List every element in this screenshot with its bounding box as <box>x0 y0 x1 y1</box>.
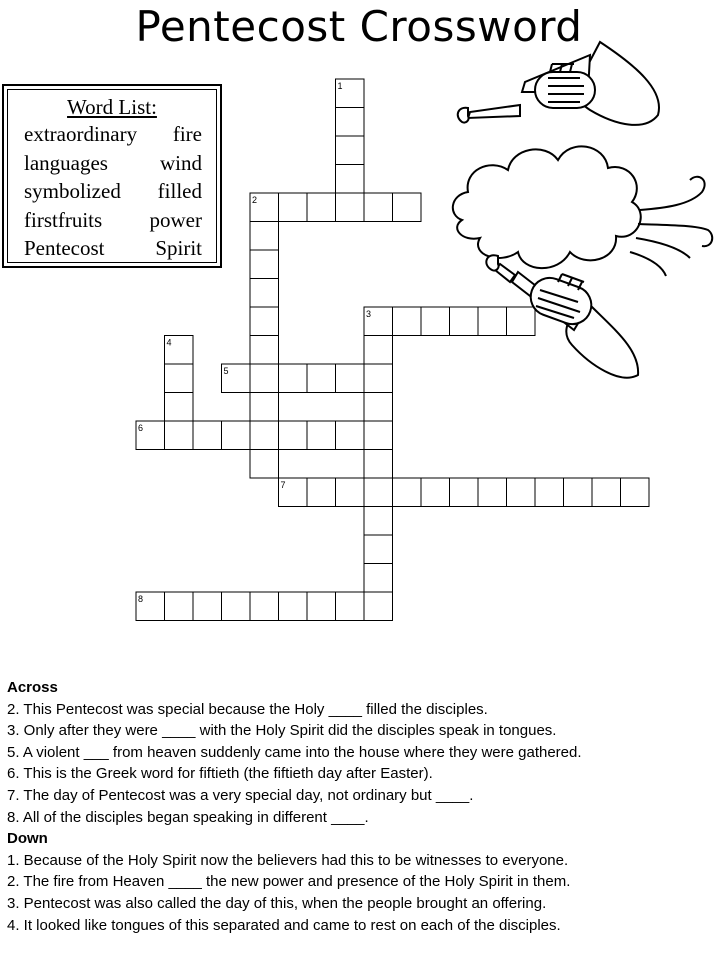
crossword-cell[interactable] <box>279 193 308 222</box>
crossword-cell[interactable] <box>564 478 593 507</box>
crossword-cell[interactable] <box>279 364 308 393</box>
crossword-cell[interactable] <box>364 450 393 479</box>
crossword-cell[interactable] <box>250 279 279 308</box>
crossword-cell[interactable] <box>279 421 308 450</box>
clue-number: 2 <box>252 195 258 205</box>
clue-number: 3 <box>366 309 372 319</box>
crossword-cell[interactable] <box>250 421 279 450</box>
word-list-word: filled <box>157 179 202 203</box>
clue-number: 1 <box>337 81 343 91</box>
crossword-cell[interactable] <box>165 592 194 621</box>
crossword-cell[interactable] <box>364 193 393 222</box>
clue-across: 3. Only after they were ____ with the Holy Spirit did the disciples speak in tongues. <box>7 722 557 740</box>
word-list-word: Pentecost <box>24 236 105 260</box>
word-list-word: firstfruits <box>24 207 103 232</box>
crossword-cell[interactable] <box>165 393 194 422</box>
crossword-cell[interactable] <box>336 108 365 137</box>
crossword-cell[interactable] <box>364 535 393 564</box>
crossword-cell[interactable] <box>364 393 393 422</box>
clue-down: 1. Because of the Holy Spirit now the believers had this to be witnesses to everyone. <box>7 851 569 869</box>
crossword-cell[interactable] <box>421 478 450 507</box>
crossword-cell[interactable] <box>364 564 393 593</box>
crossword-cell[interactable] <box>393 307 422 336</box>
crossword-cell[interactable] <box>222 421 251 450</box>
crossword-cell[interactable] <box>336 421 365 450</box>
clue-across: 5. A violent ___ from heaven suddenly came into the house where they were gathered. <box>7 743 582 761</box>
clue-across: 2. This Pentecost was special because the Holy ____ filled the disciples. <box>7 700 488 718</box>
clue-across: 6. This is the Greek word for fiftieth (the fiftieth day after Easter). <box>7 765 433 783</box>
trumpet-bottom-icon <box>486 255 638 377</box>
wind-icon <box>630 177 712 276</box>
pentecost-illustration <box>440 20 718 390</box>
crossword-cell[interactable] <box>165 421 194 450</box>
crossword-cell[interactable] <box>279 592 308 621</box>
across-heading: Across <box>7 679 58 696</box>
crossword-cell[interactable] <box>336 592 365 621</box>
clue-number: 4 <box>166 337 172 348</box>
crossword-cell[interactable] <box>250 450 279 479</box>
crossword-cell[interactable] <box>307 364 336 393</box>
word-list-word: languages <box>24 150 108 175</box>
crossword-cell[interactable] <box>250 307 279 336</box>
crossword-cell[interactable] <box>250 222 279 251</box>
trumpet-top-icon <box>458 42 659 125</box>
down-heading: Down <box>7 830 48 848</box>
clue-number: 8 <box>138 594 144 604</box>
word-list-word: fire <box>172 122 202 146</box>
clue-number: 7 <box>280 480 286 490</box>
clue-across: 8. All of the disciples began speaking in different ____. <box>7 808 369 826</box>
crossword-cell[interactable] <box>478 478 507 507</box>
crossword-cell[interactable] <box>364 478 393 507</box>
crossword-cell[interactable] <box>336 165 365 194</box>
crossword-cell[interactable] <box>250 592 279 621</box>
crossword-cell[interactable] <box>250 250 279 279</box>
crossword-cell[interactable] <box>450 478 479 507</box>
crossword-cell[interactable] <box>307 421 336 450</box>
clue-number: 5 <box>223 366 229 376</box>
crossword-cell[interactable] <box>307 478 336 507</box>
crossword-cell[interactable] <box>364 364 393 393</box>
word-list-word: power <box>149 207 202 232</box>
clue-down: 3. Pentecost was also called the day of this, when the people brought an offering. <box>7 894 547 912</box>
crossword-cell[interactable] <box>307 193 336 222</box>
clue-number: 6 <box>138 423 144 433</box>
crossword-cell[interactable] <box>250 393 279 422</box>
crossword-cell[interactable] <box>364 592 393 621</box>
crossword-cell[interactable] <box>393 478 422 507</box>
crossword-cell[interactable] <box>336 136 365 165</box>
word-list-word: Spirit <box>155 236 202 260</box>
clue-down: 2. The fire from Heaven ____ the new power and presence of the Holy Spirit in them. <box>7 873 571 891</box>
crossword-cell[interactable] <box>165 364 194 393</box>
crossword-cell[interactable] <box>250 364 279 393</box>
crossword-cell[interactable] <box>336 478 365 507</box>
word-list-word: symbolized <box>24 179 121 203</box>
crossword-cell[interactable] <box>621 478 650 507</box>
crossword-cell[interactable] <box>592 478 621 507</box>
crossword-cell[interactable] <box>535 478 564 507</box>
crossword-cell[interactable] <box>307 592 336 621</box>
crossword-cell[interactable] <box>393 193 422 222</box>
crossword-cell[interactable] <box>222 592 251 621</box>
page-title: Pentecost Crossword <box>135 2 583 51</box>
crossword-cell[interactable] <box>364 421 393 450</box>
word-list-word: wind <box>160 150 202 175</box>
crossword-cell[interactable] <box>336 193 365 222</box>
crossword-cell[interactable] <box>364 336 393 365</box>
clue-down: 4. It looked like tongues of this separated and came to rest on each of the disciples. <box>7 916 561 934</box>
word-list-word: extraordinary <box>24 122 138 146</box>
clues-section <box>7 677 582 936</box>
cloud-icon <box>453 146 641 268</box>
clue-across: 7. The day of Pentecost was a very special day, not ordinary but ____. <box>7 786 474 804</box>
crossword-cell[interactable] <box>250 336 279 365</box>
crossword-cell[interactable] <box>507 478 536 507</box>
word-list-heading: Word List: <box>67 95 157 119</box>
crossword-cell[interactable] <box>193 592 222 621</box>
crossword-cell[interactable] <box>364 507 393 536</box>
crossword-cell[interactable] <box>193 421 222 450</box>
crossword-cell[interactable] <box>336 364 365 393</box>
